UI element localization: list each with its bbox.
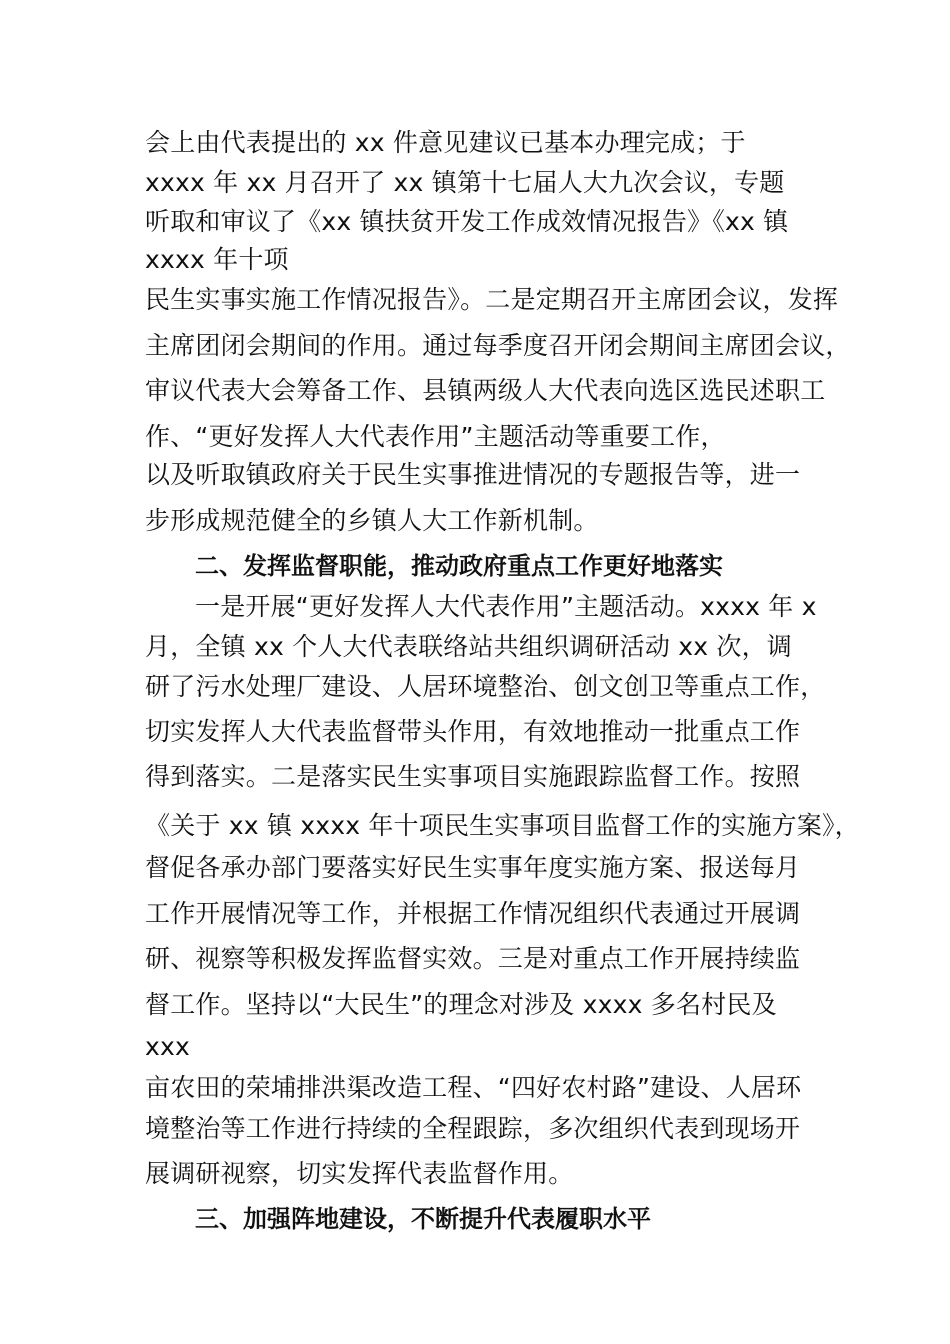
section-heading: 三、加强阵地建设，不断提升代表履职水平 [195, 1204, 651, 1233]
text-line: 一是开展“更好发挥人大代表作用”主题活动。xxxx 年 x [195, 592, 817, 621]
text-line: 工作开展情况等工作，并根据工作情况组织代表通过开展调 [145, 899, 801, 928]
text-line: 步形成规范健全的乡镇人大工作新机制。 [145, 506, 599, 535]
text-line: 听取和审议了《xx 镇扶贫开发工作成效情况报告》《xx 镇 [145, 207, 789, 236]
text-line: xxx [145, 1032, 190, 1061]
text-line: xxxx 年 xx 月召开了 xx 镇第十七届人大九次会议，专题 [145, 168, 785, 197]
text-line: 民生实事实施工作情况报告》。二是定期召开主席团会议，发挥 [145, 285, 839, 314]
text-line: 切实发挥人大代表监督带头作用，有效地推动一批重点工作 [145, 717, 801, 746]
text-line: 亩农田的荣埔排洪渠改造工程、“四好农村路”建设、人居环 [145, 1073, 802, 1102]
text-line: 会上由代表提出的 xx 件意见建议已基本办理完成；于 [145, 128, 746, 157]
text-line: 境整治等工作进行持续的全程跟踪，多次组织代表到现场开 [145, 1114, 801, 1143]
text-line: 督促各承办部门要落实好民生实事年度实施方案、报送每月 [145, 853, 801, 882]
text-line: 月，全镇 xx 个人大代表联络站共组织调研活动 xx 次，调 [145, 632, 792, 661]
text-line: 以及听取镇政府关于民生实事推进情况的专题报告等，进一 [145, 460, 801, 489]
text-line: 展调研视察，切实发挥代表监督作用。 [145, 1159, 574, 1188]
text-line: 审议代表大会筹备工作、县镇两级人大代表向选区选民述职工 [145, 376, 826, 405]
text-line: 作、“更好发挥人大代表作用”主题活动等重要工作， [145, 422, 726, 451]
text-line: 得到落实。二是落实民生实事项目实施跟踪监督工作。按照 [145, 762, 801, 791]
text-line: 《关于 xx 镇 xxxx 年十项民生实事项目监督工作的实施方案》， [145, 811, 860, 840]
text-line: 督工作。坚持以“大民生”的理念对涉及 xxxx 多名村民及 [145, 990, 777, 1019]
text-line: xxxx 年十项 [145, 245, 289, 274]
text-line: 研、视察等积极发挥监督实效。三是对重点工作开展持续监 [145, 944, 801, 973]
section-heading: 二、发挥监督职能，推动政府重点工作更好地落实 [195, 551, 723, 580]
text-line: 主席团闭会期间的作用。通过每季度召开闭会期间主席团会议， [145, 331, 851, 360]
text-line: 研了污水处理厂建设、人居环境整治、创文创卫等重点工作， [145, 672, 826, 701]
